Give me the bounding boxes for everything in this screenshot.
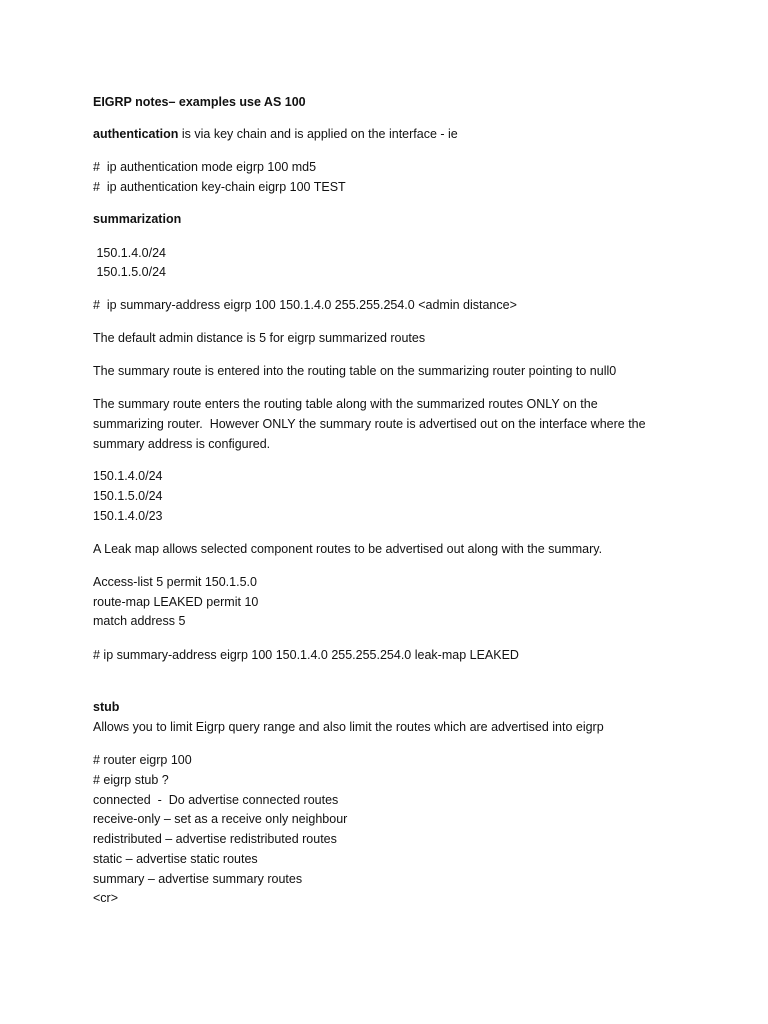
stub-command-2: # eigrp stub ?: [93, 773, 169, 787]
routing-table-entry-1: 150.1.4.0/24: [93, 469, 163, 483]
leak-map-command: # ip summary-address eigrp 100 150.1.4.0 255.255.254.0 leak-map LEAKED: [93, 648, 519, 662]
stub-heading: stub: [93, 700, 120, 714]
authentication-paragraph: [93, 126, 458, 142]
stub-option-connected: connected - Do advertise connected routes: [93, 793, 339, 807]
leak-map-config-1: Access-list 5 permit 150.1.5.0: [93, 575, 257, 589]
stub-option-cr: <cr>: [93, 891, 119, 905]
authentication-text: is via key chain and is applied on the interface - ie: [178, 127, 458, 141]
enters-paragraph-line-1: The summary route enters the routing table along with the summarized routes ONLY on the: [93, 397, 598, 411]
enters-paragraph-line-2: summarizing router. However ONLY the summary route is advertised out on the interface where the: [93, 417, 646, 431]
stub-command-1: # router eigrp 100: [93, 753, 192, 767]
summary-command: # ip summary-address eigrp 100 150.1.4.0 255.255.254.0 <admin distance>: [93, 298, 517, 312]
stub-option-static: static – advertise static routes: [93, 852, 258, 866]
auth-command-1: # ip authentication mode eigrp 100 md5: [93, 160, 317, 174]
routing-table-entry-2: 150.1.5.0/24: [93, 489, 163, 503]
document-title: EIGRP notes– examples use AS 100: [93, 95, 306, 109]
summarization-heading: summarization: [93, 212, 182, 226]
leak-map-paragraph: A Leak map allows selected component routes to be advertised out along with the summary.: [93, 542, 603, 556]
summarized-route-1: 150.1.4.0/24: [93, 246, 166, 260]
stub-option-receive-only: receive-only – set as a receive only neighbour: [93, 812, 348, 826]
summarized-route-2: 150.1.5.0/24: [93, 265, 166, 279]
leak-map-config-3: match address 5: [93, 614, 186, 628]
authentication-heading: authentication: [93, 127, 179, 141]
routing-table-entry-3: 150.1.4.0/23: [93, 509, 163, 523]
null0-paragraph: The summary route is entered into the routing table on the summarizing router pointing to null0: [93, 364, 617, 378]
default-distance-paragraph: The default admin distance is 5 for eigrp summarized routes: [93, 331, 426, 345]
leak-map-config-2: route-map LEAKED permit 10: [93, 595, 259, 609]
enters-paragraph-line-3: summary address is configured.: [93, 437, 271, 451]
stub-option-summary: summary – advertise summary routes: [93, 872, 303, 886]
auth-command-2: # ip authentication key-chain eigrp 100 TEST: [93, 180, 346, 194]
stub-description: Allows you to limit Eigrp query range and also limit the routes which are advertised into eigrp: [93, 720, 604, 734]
stub-option-redistributed: redistributed – advertise redistributed routes: [93, 832, 337, 846]
